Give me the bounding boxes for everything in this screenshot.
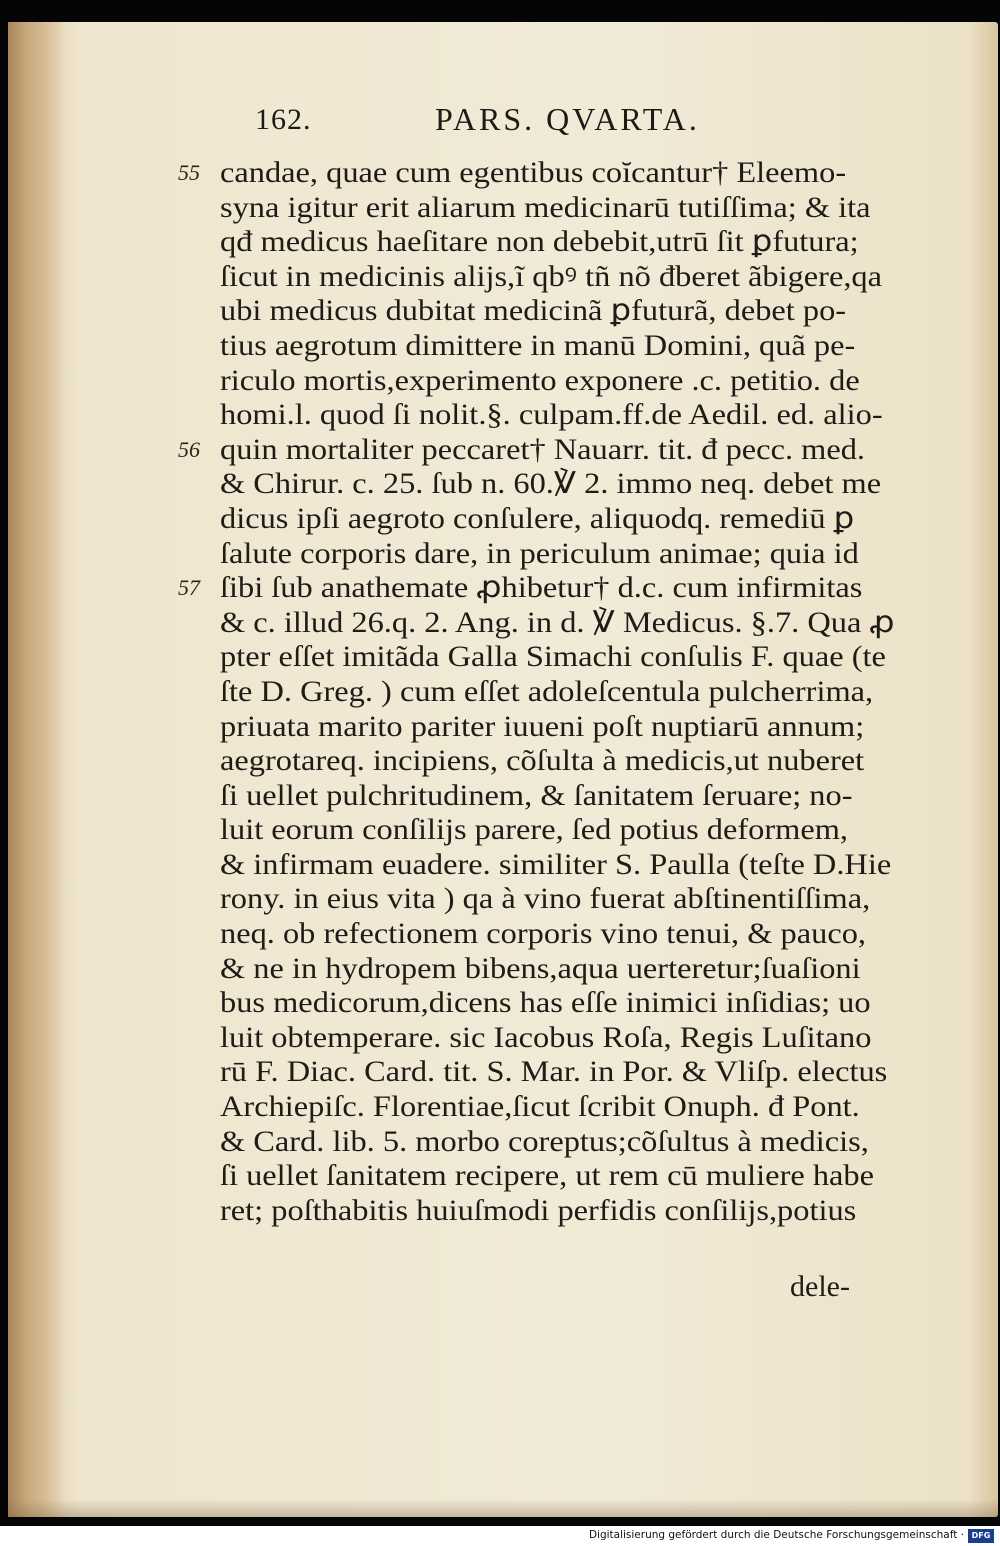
line-text: aegrotareq. incipiens, cõſulta à medicis,ut nuberet [220, 744, 865, 778]
text-line [178, 571, 948, 606]
line-text: ſi uellet ſanitatem recipere, ut rem cū muliere habe [220, 1159, 875, 1193]
line-text: ſicut in medicinis alijs,ĩ qbꝰ tñ nõ đberet ãbigere,qa [220, 259, 883, 293]
text-line [178, 1090, 948, 1125]
line-text: ubi medicus dubitat medicinã ꝑfuturã, debet po- [220, 294, 847, 328]
line-text: ſi uellet pulchritudinem, & ſanitatem ſeruare; no- [220, 778, 853, 812]
text-line [178, 952, 948, 987]
line-text: rū F. Diac. Card. tit. S. Mar. in Por. & Vliſp. electus [220, 1055, 888, 1089]
text-line [178, 191, 948, 226]
page-gutter-shadow [8, 22, 66, 1517]
text-line [178, 606, 948, 641]
running-title: PARS. QVARTA. [435, 101, 700, 137]
text-line [178, 640, 948, 675]
text-line [178, 225, 948, 260]
text-line [178, 813, 948, 848]
line-text: homi.l. quod ſi nolit.§. culpam.ff.de Aedil. ed. alio- [220, 398, 883, 432]
page-number: 162. [255, 103, 312, 136]
line-text: & c. illud 26.q. 2. Ang. in d. ℣ Medicus. §.7. Qua ꝓ [220, 605, 895, 639]
line-text: & Chirur. c. 25. ſub n. 60.℣ 2. immo neq. debet me [220, 467, 882, 501]
line-text: riculo mortis,experimento exponere .c. petitio. de [220, 363, 860, 397]
text-line [178, 156, 948, 191]
line-text: ſalute corporis dare, in periculum animae; quia id [220, 536, 859, 570]
line-text: quin mortaliter peccaret† Nauarr. tit. đ pecc. med. [220, 432, 866, 466]
line-text: pter eſſet imitãda Galla Simachi conſulis F. quae (te [220, 640, 886, 674]
text-line [178, 710, 948, 745]
footer-credit: Digitalisierung gefördert durch die Deutsche Forschungsgemeinschaft · [588, 1529, 964, 1541]
line-text: tius aegrotum dimittere in manū Domini, quã pe- [220, 328, 856, 362]
text-line [178, 433, 948, 468]
text-line [178, 986, 948, 1021]
text-line [178, 1194, 948, 1229]
text-line [178, 260, 948, 295]
text-line [178, 1055, 948, 1090]
page-bottom-edge [8, 1499, 998, 1517]
text-line [178, 675, 948, 710]
body-text [178, 156, 948, 1228]
text-line [178, 467, 948, 502]
margin-note-number: 56 [178, 436, 200, 462]
text-line [178, 1159, 948, 1194]
text-line [178, 779, 948, 814]
text-line [178, 364, 948, 399]
margin-note-number: 57 [178, 575, 200, 601]
text-line [178, 1125, 948, 1160]
text-line [178, 1021, 948, 1056]
line-text: rony. in eius vita ) qa à vino fuerat abſtinentiſſima, [220, 882, 871, 916]
line-text: ret; poſthabitis huiuſmodi perfidis conſilijs,potius [220, 1193, 857, 1227]
line-text: bus medicorum,dicens has eſſe inimici inſidias; uo [220, 986, 871, 1020]
text-line [178, 502, 948, 537]
line-text: luit obtemperare. sic Iacobus Roſa, Regis Luſitano [220, 1020, 872, 1054]
text-line [178, 848, 948, 883]
text-line [178, 294, 948, 329]
text-line [178, 917, 948, 952]
line-text: ſte D. Greg. ) cum eſſet adoleſcentula pulcherrima, [220, 674, 874, 708]
text-line [178, 398, 948, 433]
text-line [178, 744, 948, 779]
text-line [178, 537, 948, 572]
dfg-logo-icon: DFG [968, 1529, 994, 1543]
line-text: & ne in hydropem bibens,aqua uerteretur;ſuaſioni [220, 951, 861, 985]
line-text: ſibi ſub anathemate ꝓhibetur† d.c. cum infirmitas [220, 571, 863, 605]
page-header [220, 95, 980, 145]
line-text: priuata marito pariter iuueni poſt nuptiarū annum; [220, 709, 865, 743]
line-text: qđ medicus haeſitare non debebit,utrū ſit ꝑfutura; [220, 225, 859, 259]
line-text: neq. ob refectionem corporis vino tenui, & pauco, [220, 917, 867, 951]
line-text: Archiepiſc. Florentiae,ſicut ſcribit Onuph. đ Pont. [220, 1090, 860, 1124]
line-text: candae, quae cum egentibus coĭcantur† Eleemo- [220, 156, 847, 189]
catchword: dele- [790, 1270, 850, 1303]
line-text: & infirmam euadere. similiter S. Paulla (teſte D.Hie [220, 847, 892, 881]
line-text: luit eorum conſilijs parere, ſed potius deformem, [220, 813, 849, 847]
text-line [178, 329, 948, 364]
line-text: & Card. lib. 5. morbo coreptus;cõſultus à medicis, [220, 1124, 869, 1158]
line-text: syna igitur erit aliarum medicinarū tutiſſima; & ita [220, 190, 871, 224]
text-line [178, 882, 948, 917]
margin-note-number: 55 [178, 160, 200, 185]
line-text: dicus ipſi aegroto conſulere, aliquodq. remediū ꝑ [220, 501, 855, 535]
